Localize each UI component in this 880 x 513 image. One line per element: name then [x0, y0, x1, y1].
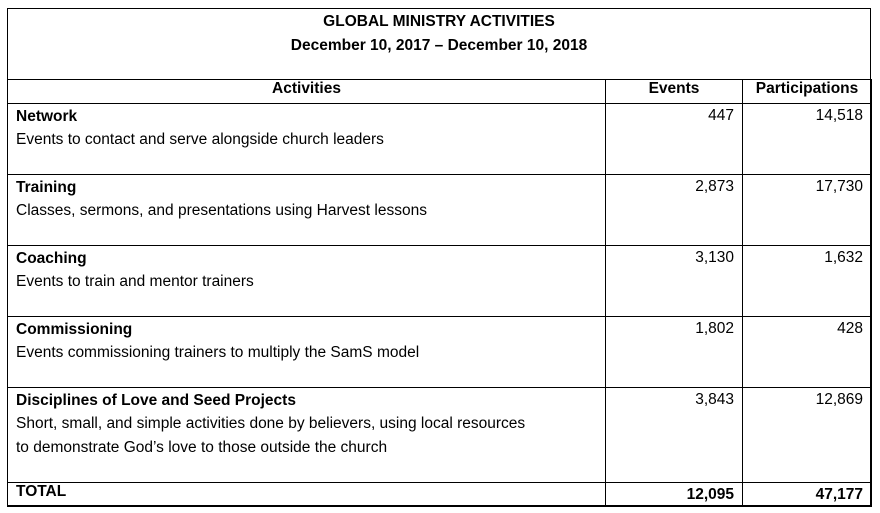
report-title-heading: GLOBAL MINISTRY ACTIVITIES: [323, 13, 555, 30]
column-header-events: Events: [606, 80, 743, 104]
table-row-commissioning: [8, 317, 872, 388]
table-row-disciplines-of-love: [8, 388, 872, 483]
activity-category: Network: [16, 108, 78, 125]
events-value: 3,843: [606, 388, 743, 483]
activity-description-line-2: to demonstrate God’s love to those outside the church: [16, 438, 388, 456]
activity-cell: [8, 246, 606, 317]
report-date-range: December 10, 2017 – December 10, 2018: [290, 37, 588, 54]
table-row-network: [8, 104, 872, 175]
column-header-activities: Activities: [8, 80, 606, 104]
events-value: 2,873: [606, 175, 743, 246]
events-value: 3,130: [606, 246, 743, 317]
activity-description-line-1: Short, small, and simple activities done by believers, using local resources: [16, 415, 526, 432]
activity-category: Commissioning: [16, 321, 133, 338]
participations-value: 14,518: [743, 104, 872, 175]
activity-category: Disciplines of Love and Seed Projects: [16, 392, 296, 409]
activity-description: Events to contact and serve alongside church leaders: [16, 131, 384, 148]
activity-cell: [8, 104, 606, 175]
table-row-coaching: [8, 246, 872, 317]
report-title: [8, 9, 870, 79]
activity-description: Events commissioning trainers to multiply the SamS model: [16, 344, 420, 361]
events-value: 1,802: [606, 317, 743, 388]
total-label: TOTAL: [8, 483, 606, 507]
table-row-training: [8, 175, 872, 246]
total-participations-value: 47,177: [743, 483, 872, 507]
activity-cell: [8, 388, 606, 483]
activities-report: [7, 8, 871, 506]
table-row-total: [8, 483, 872, 507]
activity-category: Coaching: [16, 250, 87, 267]
column-header-participations: Participations: [743, 80, 872, 104]
events-value: 447: [606, 104, 743, 175]
activity-description: Classes, sermons, and presentations using Harvest lessons: [16, 202, 427, 219]
participations-value: 428: [743, 317, 872, 388]
activities-table: [7, 79, 872, 507]
participations-value: 1,632: [743, 246, 872, 317]
table-header-row: [8, 80, 872, 104]
activity-description: Events to train and mentor trainers: [16, 273, 254, 290]
activity-cell: [8, 317, 606, 388]
participations-value: 12,869: [743, 388, 872, 483]
participations-value: 17,730: [743, 175, 872, 246]
activity-category: Training: [16, 179, 77, 196]
activity-cell: [8, 175, 606, 246]
total-events-value: 12,095: [606, 483, 743, 507]
